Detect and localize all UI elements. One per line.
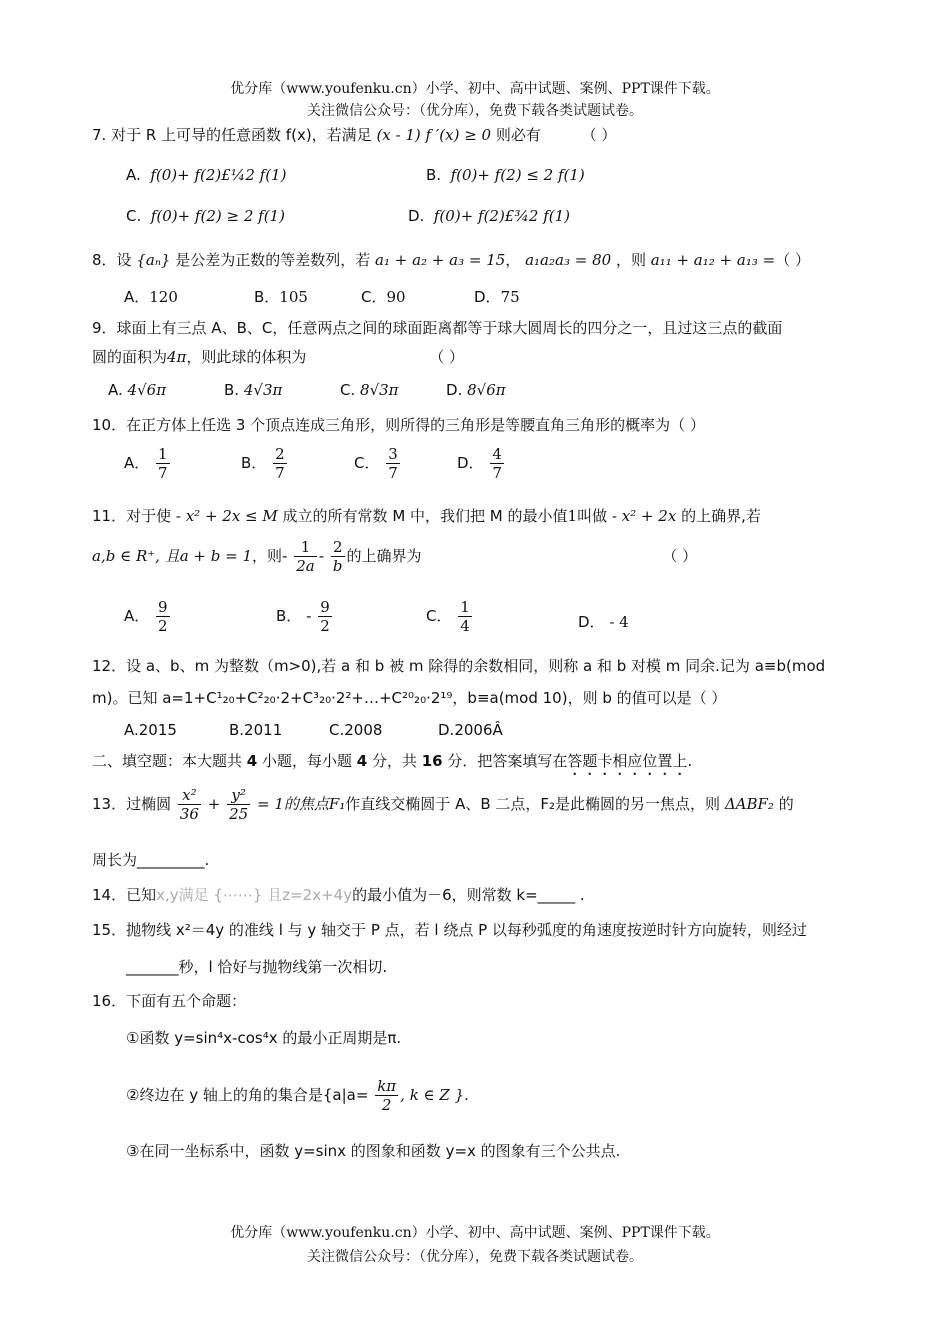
option-label: A. bbox=[126, 166, 141, 184]
fraction bbox=[375, 1077, 398, 1114]
q13-triangle: ΔABF₂ bbox=[724, 795, 774, 813]
question-9-line-2 bbox=[92, 346, 464, 367]
q10-option-c bbox=[354, 445, 402, 482]
option-label: A． bbox=[124, 288, 150, 306]
q8-option-b bbox=[254, 286, 308, 307]
q9-option-a bbox=[108, 381, 166, 399]
q13-text-b: 作直线交椭圆于 A、B 二点，F₂是此椭圆的另一焦点，则 bbox=[345, 795, 721, 813]
q12-option-c: C.2008 bbox=[329, 721, 383, 739]
q8-stem-c: ，则 bbox=[615, 251, 646, 269]
q7-option-b bbox=[426, 166, 585, 184]
option-label: C． bbox=[354, 454, 380, 472]
section-text: . bbox=[687, 752, 693, 770]
page-header-line-1: 优分库（www.youfenku.cn）小学、初中、高中试题、案例、PPT课件下载。 bbox=[230, 81, 720, 97]
fraction bbox=[273, 445, 287, 482]
answer-paren: （ ） bbox=[429, 348, 464, 366]
question-14-stem bbox=[92, 884, 585, 905]
q8-option-d bbox=[474, 286, 520, 307]
question-13-line-2: 周长为_________. bbox=[92, 851, 210, 869]
option-text: f(0)+ f(2)£¼2 f(1) bbox=[150, 166, 287, 184]
section-text: 分，共 bbox=[367, 752, 422, 770]
q12-option-d: D.2006Â bbox=[438, 721, 503, 739]
q8-separator: ， bbox=[505, 251, 521, 269]
denominator: 4 bbox=[460, 617, 470, 635]
fraction bbox=[294, 538, 317, 575]
option-text: f(0)+ f(2) ≥ 2 f(1) bbox=[150, 207, 285, 225]
numerator: kπ bbox=[377, 1077, 397, 1095]
q7-stem-b: 则必有 bbox=[495, 126, 541, 144]
q10-option-a bbox=[124, 445, 172, 482]
option-label: A. bbox=[108, 381, 123, 399]
question-12-line-1: 12．设 a、b、m 为整数（m>0),若 a 和 b 被 m 除得的余数相同，则称 a 和 b 对模 m 同余.记为 a≡b(mod bbox=[92, 657, 826, 675]
option-sign: - bbox=[306, 607, 312, 625]
option-text: 4√6π bbox=[127, 381, 167, 399]
q12-option-b: B.2011 bbox=[229, 721, 283, 739]
q8-stem-a: 8．设 bbox=[92, 251, 132, 269]
option-label: A． bbox=[124, 454, 150, 472]
question-15-line-1: 15．抛物线 x²＝4y 的准线 l 与 y 轴交于 P 点，若 l 绕点 P 以每秒弧度的角速度按逆时针方向旋转，则经过 bbox=[92, 921, 807, 939]
q12-option-a: A.2015 bbox=[124, 721, 177, 739]
option-label: D. bbox=[446, 381, 463, 399]
numerator: 1 bbox=[294, 538, 317, 557]
fraction bbox=[490, 445, 504, 482]
question-13-line-1 bbox=[92, 786, 794, 823]
numerator: 2 bbox=[275, 445, 285, 463]
q11-inequality: - x² + 2x ≤ M bbox=[175, 507, 278, 525]
option-label: B. bbox=[426, 166, 442, 184]
option-label: B． bbox=[241, 454, 267, 472]
option-text: - 4 bbox=[609, 613, 629, 631]
question-12-line-2: m)。已知 a=1+C¹₂₀+C²₂₀·2+C³₂₀·2²+…+C²⁰₂₀·2¹⁹，b≡a(mod 10)，则 b 的值可以是（ ） bbox=[92, 689, 727, 707]
question-8-stem bbox=[92, 249, 810, 270]
q9-option-c bbox=[340, 381, 399, 399]
answer-paren: （ ） bbox=[581, 126, 617, 144]
q10-option-d bbox=[457, 445, 506, 482]
q8-stem-b: 是公差为正数的等差数列，若 bbox=[175, 251, 371, 269]
option-text: 4√3π bbox=[243, 381, 283, 399]
q13-focus: = 1的焦点F₁ bbox=[256, 795, 346, 813]
q7-option-c bbox=[126, 207, 285, 225]
q11-expression: - x² + 2x bbox=[611, 507, 677, 525]
q11-text-d: 的上确界,若 bbox=[681, 507, 761, 525]
option-label: B． bbox=[276, 607, 302, 625]
q11-minus: - bbox=[318, 547, 325, 565]
q9-option-b bbox=[224, 381, 282, 399]
q14-text-b: 的最小值为－6，则常数 k=_____ . bbox=[352, 886, 585, 904]
q16-item-2 bbox=[126, 1077, 469, 1114]
q11-minus: - bbox=[282, 547, 288, 565]
q16-item2-text: ②终边在 y 轴上的角的集合是{a|a= bbox=[126, 1086, 369, 1104]
q11-option-c bbox=[426, 598, 474, 635]
page-footer-line-1: 优分库（www.youfenku.cn）小学、初中、高中试题、案例、PPT课件下载。 bbox=[230, 1225, 720, 1241]
numerator: x² bbox=[178, 786, 201, 805]
q14-blurred-constraint: x,y满足 {⋯⋯} 且z=2x+4y bbox=[156, 886, 353, 904]
page-footer-line-2: 关注微信公众号：（优分库），免费下载各类试题试卷。 bbox=[307, 1249, 643, 1265]
q11-text-c: 叫做 bbox=[577, 507, 608, 525]
q13-plus: + bbox=[207, 795, 221, 813]
section-emphasis: 答题卡相应位置上 bbox=[567, 752, 688, 770]
question-7-stem bbox=[92, 124, 616, 145]
q16-item-3: ③在同一坐标系中，函数 y=sinx 的图象和函数 y=x 的图象有三个公共点. bbox=[126, 1142, 621, 1160]
numerator: 1 bbox=[158, 445, 168, 463]
answer-paren: （ ） bbox=[662, 547, 698, 565]
option-label: B． bbox=[254, 288, 280, 306]
q10-option-b bbox=[241, 445, 289, 482]
q13-text-c: 的 bbox=[778, 795, 794, 813]
denominator: b bbox=[332, 557, 343, 575]
q11-option-a bbox=[124, 598, 172, 635]
numerator: 4 bbox=[492, 445, 502, 463]
fraction bbox=[156, 598, 170, 635]
section-total: 16 bbox=[421, 752, 443, 770]
option-label: A． bbox=[124, 607, 150, 625]
section-count: 4 bbox=[246, 752, 258, 770]
q11-one: 1 bbox=[567, 507, 578, 525]
q8-condition-2: a₁a₂a₃ = 80 bbox=[525, 251, 612, 269]
q16-item2-tail: , k ∈ Z }. bbox=[400, 1086, 469, 1104]
denominator: 7 bbox=[158, 464, 168, 482]
numerator: 9 bbox=[320, 598, 330, 616]
q7-stem-a: 7. 对于 R 上可导的任意函数 f(x)，若满足 bbox=[92, 126, 372, 144]
q8-option-c bbox=[361, 286, 406, 307]
option-label: C. bbox=[126, 207, 142, 225]
q11-text-e: ，则 bbox=[252, 547, 283, 565]
section-points: 4 bbox=[356, 752, 368, 770]
q11-text-b: 成立的所有常数 M 中，我们把 M 的最小值 bbox=[282, 507, 568, 525]
denominator: 7 bbox=[388, 464, 398, 482]
option-text: 75 bbox=[500, 288, 520, 306]
question-11-line-1 bbox=[92, 505, 761, 526]
fraction bbox=[458, 598, 472, 635]
q8-condition-1: a₁ + a₂ + a₃ = 15 bbox=[375, 251, 506, 269]
fraction bbox=[178, 786, 201, 823]
page-header-line-2: 关注微信公众号：（优分库），免费下载各类试题试卷。 bbox=[307, 103, 643, 119]
fraction bbox=[318, 598, 332, 635]
q7-option-d bbox=[408, 207, 570, 225]
q8-sequence: {aₙ} bbox=[136, 251, 171, 269]
denominator: 2 bbox=[381, 1096, 392, 1114]
question-15-line-2: _______秒，l 恰好与抛物线第一次相切. bbox=[126, 958, 388, 976]
q9-option-d bbox=[446, 381, 506, 399]
numerator: 1 bbox=[460, 598, 470, 616]
numerator: 2 bbox=[331, 538, 345, 557]
q13-text-a: 13．过椭圆 bbox=[92, 795, 172, 813]
question-11-line-2 bbox=[92, 538, 697, 575]
option-label: D． bbox=[457, 454, 484, 472]
fraction bbox=[386, 445, 400, 482]
option-text: 105 bbox=[279, 288, 308, 306]
fraction bbox=[227, 786, 250, 823]
numerator: 3 bbox=[388, 445, 398, 463]
question-10-stem: 10．在正方体上任选 3 个顶点连成三角形，则所得的三角形是等腰直角三角形的概率为（ ） bbox=[92, 416, 705, 434]
option-text: f(0)+ f(2) ≤ 2 f(1) bbox=[450, 166, 585, 184]
numerator: 9 bbox=[158, 598, 168, 616]
q14-text-a: 14．已知 bbox=[92, 886, 157, 904]
q7-option-a bbox=[126, 166, 286, 184]
denominator: 36 bbox=[179, 805, 199, 823]
answer-paren: （ ） bbox=[775, 251, 810, 269]
numerator: y² bbox=[227, 786, 250, 805]
denominator: 2 bbox=[320, 617, 330, 635]
q9-text-b: ，则此球的体积为 bbox=[186, 348, 307, 366]
q11-condition: a,b ∈ R⁺, 且a + b = 1 bbox=[92, 547, 252, 565]
question-16-stem: 16．下面有五个命题： bbox=[92, 992, 247, 1010]
option-label: C． bbox=[361, 288, 387, 306]
q9-text-a: 圆的面积为 bbox=[92, 348, 168, 366]
denominator: 7 bbox=[492, 464, 502, 482]
section-2-heading bbox=[92, 750, 692, 779]
q8-asked-sum: a₁₁ + a₁₂ + a₁₃ = bbox=[650, 251, 776, 269]
option-label: D． bbox=[474, 288, 501, 306]
option-label: B. bbox=[224, 381, 240, 399]
option-text: 8√3π bbox=[360, 381, 399, 399]
section-text: 二、填空题：本大题共 bbox=[92, 752, 247, 770]
option-text: 120 bbox=[149, 288, 178, 306]
question-9-line-1: 9．球面上有三点 A、B、C，任意两点之间的球面距离都等于球大圆周长的四分之一，且过这三点的截面 bbox=[92, 319, 783, 337]
fraction bbox=[156, 445, 170, 482]
option-label: C. bbox=[340, 381, 356, 399]
denominator: 2a bbox=[296, 557, 315, 575]
option-label: D. bbox=[408, 207, 425, 225]
section-text: 分．把答案填写在 bbox=[442, 752, 568, 770]
q11-text-f: 的上确界为 bbox=[346, 547, 422, 565]
fraction bbox=[331, 538, 345, 575]
q11-text-a: 11．对于使 bbox=[92, 507, 172, 525]
q11-option-d bbox=[578, 611, 629, 632]
q11-option-b bbox=[276, 598, 334, 635]
q7-condition: (x - 1) f ′(x) ≥ 0 bbox=[376, 126, 492, 144]
option-label: C． bbox=[426, 607, 452, 625]
option-text: 8√6π bbox=[467, 381, 506, 399]
option-text: f(0)+ f(2)£¾2 f(1) bbox=[433, 207, 571, 225]
option-text: 90 bbox=[386, 288, 406, 306]
q16-item-1: ①函数 y=sin⁴x-cos⁴x 的最小正周期是π. bbox=[126, 1029, 402, 1047]
q9-area: 4π bbox=[167, 348, 187, 366]
option-label: D． bbox=[578, 613, 605, 631]
q8-option-a bbox=[124, 286, 178, 307]
denominator: 25 bbox=[229, 805, 249, 823]
denominator: 2 bbox=[158, 617, 168, 635]
section-text: 小题，每小题 bbox=[257, 752, 357, 770]
denominator: 7 bbox=[275, 464, 285, 482]
